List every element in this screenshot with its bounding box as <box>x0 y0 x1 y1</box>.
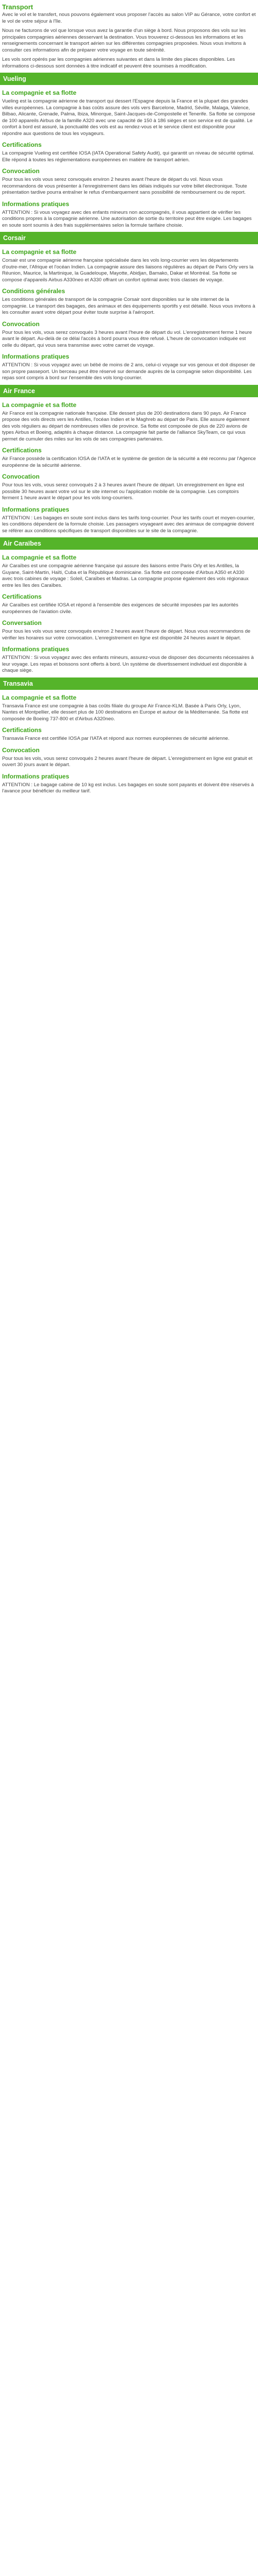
section-text: Pour tous les vols, vous serez convoqués 3 heures avant l'heure de départ du vol. L'enregistrement ferme 1 heure avant le départ. Au-delà de ce délai l'accès à bord pourra vous être refusé. L'heure de convocation indiquée est celle du départ, qui vous sera transmise avec votre carnet de voyage. <box>2 329 252 348</box>
airline-block <box>0 232 258 382</box>
section-text: Air France possède la certification IOSA de l'IATA et le système de gestion de la sécurité a été reconnu par l'Agence européenne de la sécurité aérienne. <box>2 456 256 468</box>
section-text: Pour tous les vols vous serez convoqués environ 2 heures avant l'heure de départ. Nous vous recommandons de vérifier les horaires sur votre convocation. L'enregistrement en ligne est disponible 24 heures avant le départ. <box>2 629 251 641</box>
section-text: Corsair est une compagnie aérienne française spécialisée dans les vols long-courrier vers les départements d'outre-mer, l'Afrique et l'océan Indien. La compagnie assure des liaisons régulières au départ de Paris Orly vers la Réunion, Maurice, la Martinique, la Guadeloupe, Mayotte, Abidjan, Bamako, Dakar et Montréal. Sa flotte se compose d'appareils Airbus A330neo et A330 offrant un confort optimal avec trois classes de voyage. <box>2 258 254 283</box>
airline-block <box>0 73 258 229</box>
section-text: Pour tous les vols vous serez convoqués environ 2 heures avant l'heure de départ du vol. Nous vous recommandons de vous présenter à l'enregistrement dans les délais indiqués sur votre billet électronique. Toute présentation tardive pourra entraîner le refus d'embarquement sans possibilité de remboursement ou de report. <box>2 177 247 195</box>
section-text: ATTENTION : Le bagage cabine de 10 kg est inclus. Les bagages en soute sont payants et doivent être réservés à l'avance pour bénéficier du meilleur tarif. <box>2 782 254 794</box>
section-title: Conditions générales <box>2 287 66 295</box>
section-title: Certifications <box>2 141 42 148</box>
section-text: Air Caraïbes est certifiée IOSA et répond à l'ensemble des exigences de sécurité imposées par les autorités européennes de l'aviation civile. <box>2 602 238 615</box>
section-title: La compagnie et sa flotte <box>2 693 77 701</box>
intro-paragraph: Avec le vol et le transfert, nous pouvons également vous proposer l'accès au salon VIP au Gérance, votre confort et le vol de votre séjour à l'île. <box>2 12 256 24</box>
section-text: Transavia France est certifiée IOSA par l'IATA et répond aux normes européennes de sécurité aérienne. <box>2 736 230 741</box>
section-text: ATTENTION : Si vous voyagez avec un bébé de moins de 2 ans, celui-ci voyage sur vos genoux et doit disposer de son propre passeport. Un berceau peut être réservé sur demande auprès de la compagnie selon disponibilité. Les repas sont compris à bord sur l'ensemble des vols long-courrier. <box>2 362 255 381</box>
page-title: Transport <box>2 3 33 11</box>
intro-paragraph: Les vols sont opérés par les compagnies aériennes suivantes et dans la limite des places disponibles. Les informations ci-dessous sont données à titre indicatif et peuvent être soumises à modification. <box>2 57 235 69</box>
section-text: ATTENTION : Si vous voyagez avec des enfants mineurs, assurez-vous de disposer des documents nécessaires à leur voyage. Les repas et boissons sont offerts à bord. Un système de divertissement individuel est disponible à chaque siège. <box>2 655 254 673</box>
intro-paragraph: Nous ne facturons de vol que lorsque vous avez la garantie d'un siège à bord. Nous proposons des vols sur les principales compagnies aériennes desservant la destination. Vous trouverez ci-dessous les informations et les renseignements concernant le transport aérien sur les différentes compagnies proposées. Nous vous invitons à consulter ces informations afin de préparer votre voyage en toute sérénité. <box>2 28 246 53</box>
section-text: Air Caraïbes est une compagnie aérienne française qui assure des liaisons entre Paris Orly et les Antilles, la Guyane, Saint-Martin, Haïti, Cuba et la République dominicaine. Sa flotte est composée d'Airbus A350 et A330 avec trois cabines de voyage : Soleil, Caraïbes et Madras. La compagnie propose également des vols régionaux entre les îles des Caraïbes. <box>2 563 249 588</box>
section-title: Certifications <box>2 447 42 454</box>
section-title: Informations pratiques <box>2 200 70 208</box>
section-text: ATTENTION : Les bagages en soute sont inclus dans les tarifs long-courrier. Pour les tarifs court et moyen-courrier, les conditions dépendent de la formule choisie. Les passagers voyageant avec des animaux de compagnie doivent se référer aux conditions spécifiques de transport disponibles sur le site de la compagnie. <box>2 515 255 534</box>
airline-block <box>0 677 258 795</box>
section-title: Informations pratiques <box>2 505 70 513</box>
section-text: Pour tous les vols, vous serez convoqués 2 à 3 heures avant l'heure de départ. Un enregistrement en ligne est possible 30 heures avant votre vol sur le site internet ou l'application mobile de la compagnie. Les comptoirs ferment 1 heure avant le départ pour les vols long-courriers. <box>2 482 245 501</box>
airline-header: Air France <box>0 385 258 397</box>
section-title: Convocation <box>2 320 40 328</box>
section-text: Air France est la compagnie nationale française. Elle dessert plus de 200 destinations dans 90 pays. Air France propose des vols directs vers les Antilles, l'océan Indien et le Maghreb au départ de Paris. Elle assure également des vols réguliers au départ de nombreuses villes de province. Sa flotte est composée de plus de 220 avions de types Airbus et Boeing, adaptés à chaque distance. La compagnie fait partie de l'alliance SkyTeam, ce qui vous permet de cumuler des miles sur les vols de ses compagnies partenaires. <box>2 410 250 442</box>
section-title: Convocation <box>2 473 40 480</box>
section-title: Convocation <box>2 167 40 175</box>
section-title: La compagnie et sa flotte <box>2 401 77 409</box>
section-title: Informations pratiques <box>2 772 70 780</box>
airline-header: Corsair <box>0 232 258 244</box>
section-text: Transavia France est une compagnie à bas coûts filiale du groupe Air France-KLM. Basée à Paris Orly, Lyon, Nantes et Montpellier, elle dessert plus de 100 destinations en Europe et autour de la Méditerranée. Sa flotte est composée de Boeing 737-800 et d'Airbus A320neo. <box>2 703 248 722</box>
section-title: Convocation <box>2 746 40 754</box>
section-text: Les conditions générales de transport de la compagnie Corsair sont disponibles sur le site internet de la compagnie. Le transport des bagages, des animaux et des équipements sportifs y est détaillé. Nous vous invitons à les consulter avant votre départ pour éviter toute surprise à l'aéroport. <box>2 297 255 315</box>
airline-header: Transavia <box>0 677 258 690</box>
airline-block <box>0 537 258 674</box>
section-title: Informations pratiques <box>2 646 70 653</box>
section-title: Certifications <box>2 726 42 734</box>
section-title: La compagnie et sa flotte <box>2 248 77 256</box>
airline-header: Vueling <box>0 73 258 85</box>
section-title: Certifications <box>2 593 42 600</box>
section-title: Conversation <box>2 619 42 626</box>
section-text: Pour tous les vols, vous serez convoqués 2 heures avant l'heure de départ. L'enregistrement en ligne est gratuit et ouvert 30 jours avant le départ. <box>2 755 253 768</box>
airline-block <box>0 385 258 535</box>
airline-header: Air Caraïbes <box>0 537 258 550</box>
section-text: ATTENTION : Si vous voyagez avec des enfants mineurs non accompagnés, il vous appartient de vérifier les conditions propres à la compagnie aérienne. Une autorisation de sortie du territoire peut être exigée. Les bagages en soute sont soumis à des frais supplémentaires selon la formule tarifaire choisie. <box>2 209 252 228</box>
section-title: Informations pratiques <box>2 353 70 360</box>
airline-list <box>0 73 258 795</box>
section-title: La compagnie et sa flotte <box>2 89 77 96</box>
section-text: La compagnie Vueling est certifiée IOSA (IATA Operational Safety Audit), qui garantit un niveau de sécurité optimal. Elle répond à toutes les réglementations européennes en matière de transport aérien. <box>2 150 254 163</box>
section-title: La compagnie et sa flotte <box>2 554 77 561</box>
section-text: Vueling est la compagnie aérienne de transport qui dessert l'Espagne depuis la France et la plupart des grandes villes européennes. La compagnie à bas coûts assure des vols vers Barcelone, Madrid, Séville, Malaga, Valence, Bilbao, Alicante, Grenade, Palma, Ibiza, Minorque, Saint-Jacques-de-Compostelle et Tenerife. Sa flotte se compose de 100 appareils Airbus de la famille A320 avec une capacité de 150 à 186 sièges et son service est de qualité. Le confort à bord est assuré, la ponctualité des vols est au rendez-vous et le service client est disponible pour répondre aux questions de tous les voyageurs. <box>2 98 255 137</box>
